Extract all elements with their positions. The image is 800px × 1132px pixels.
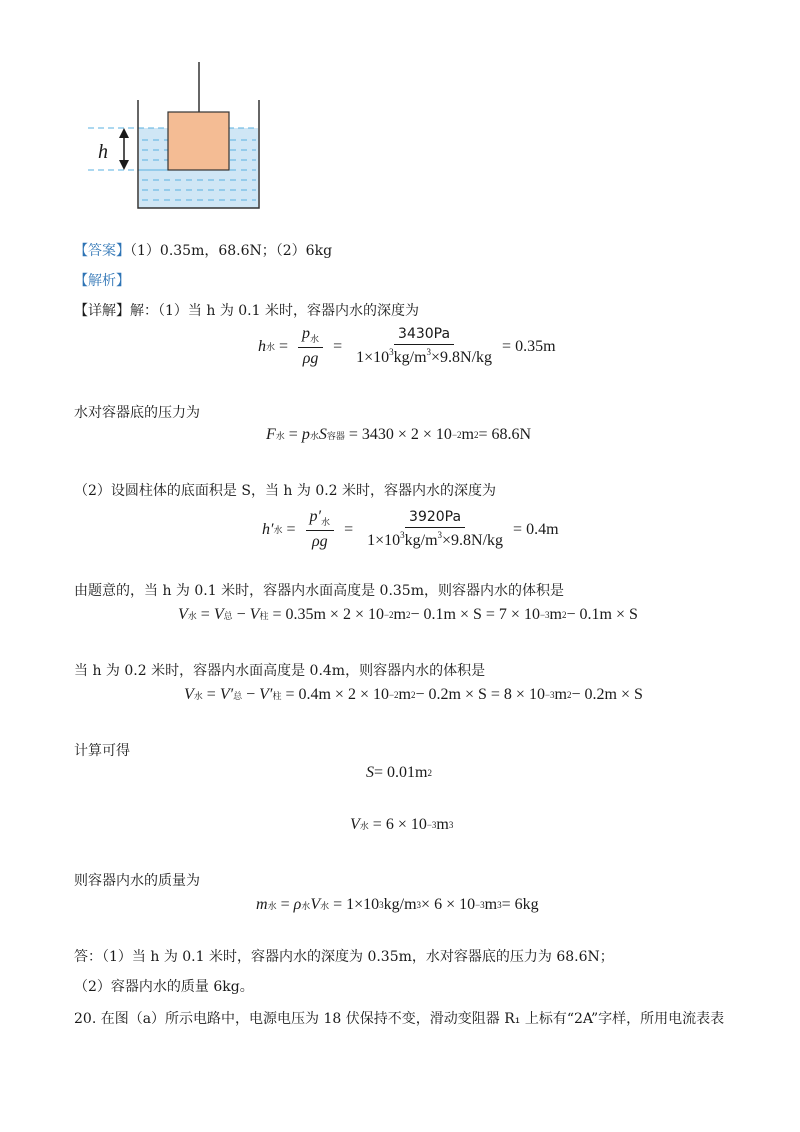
eq3-frac1-num: p′ [309,508,322,525]
eq8-rhs-c: × 6 × 10 [421,896,476,913]
eq3-den-a: 1×10 [367,532,401,549]
volume2-text: 当 h 为 0.2 米时，容器内水面高度是 0.4m，则容器内水的体积是 [74,663,486,679]
equation-volume-1: V 水 = V 总 − V 柱 = 0.35m × 2 × 10 −2 m 2 − 0.1m × S = 7 × 10 −3 m 2 − 0.1m × S [178,606,638,623]
eq7-rhs-exp: −3 [426,820,437,830]
eq5-v: V [184,686,194,703]
analysis-tag: 【解析】 [74,273,130,289]
eq7-rhs-exp2: 3 [448,820,454,830]
eq1-lhs: h [258,337,266,355]
pressure-text: 水对容器底的压力为 [74,405,200,421]
eq8-v: V [310,896,321,913]
eq3-frac1-num-sub: 水 [321,517,331,527]
eq8-rhs-exp3: −3 [475,900,485,910]
compute-text: 计算可得 [74,743,130,759]
eq4-t2: V [249,606,260,623]
eq3-lhs: h′ [262,520,274,538]
eq8-rhs-d: m [484,896,498,913]
eq1-den-a: 1×10 [356,349,390,366]
eq2-p: p [301,426,310,443]
eq3-den-exp2: 3 [437,530,443,540]
equation-force: F 水 = p 水 S 容器 = 3430 × 2 × 10 −2 m 2 = 68.6N [266,426,532,443]
eq1-frac2 [352,326,496,367]
eq3-result: = 0.4m [513,520,559,538]
eq7-rhs-b: m [436,816,449,833]
eq4-rhs-exp2: 2 [406,610,411,620]
detail-line [74,300,419,320]
eq3-den-c: ×9.8N/kg [442,532,504,549]
eq2-s-sub: 容器 [326,430,345,441]
final-answer-1: 答：（1）当 h 为 0.1 米时，容器内水的深度为 0.35m，水对容器底的压力为 68.6N； [74,949,614,965]
eq4-rhs-exp4: 2 [561,610,567,620]
eq2-rhs-b: m [461,426,474,443]
eq5-rhs-b: m [398,686,411,703]
eq8-rho-sub: 水 [301,900,311,911]
eq4-rhs-e: − 0.1m × S [566,606,638,623]
eq5-t2: V′ [259,686,273,703]
eq3-frac2-num: 3920Pa [405,509,465,528]
eq1-frac2-num: 3430Pa [394,326,454,345]
equation-depth-1: h 水 = $\frac{p_水}{\rho g}$ = $\frac{3430Pa}{1\times 10^3kg/m^3\times 9.8N/kg}$ = 0.35m [258,325,556,367]
eq2-lhs: F [266,426,276,443]
container-figure [80,60,280,220]
eq5-rhs-exp4: 2 [566,690,572,700]
eq3-lhs-sub: 水 [273,525,283,535]
eq8-v-sub: 水 [320,900,330,911]
mass-text: 则容器内水的质量为 [74,873,200,889]
eq1-result: = 0.35m [502,337,556,355]
eq4-v: V [178,606,188,623]
detail-intro: 解：（1）当 h 为 0.1 米时，容器内水的深度为 [130,303,419,319]
eq1-den-b: kg/m [393,349,427,366]
eq1-frac1-num: p [302,325,311,342]
eq2-rhs-c: = 68.6N [478,426,532,443]
eq2-lhs-sub: 水 [275,430,285,441]
eq4-rhs-b: m [393,606,406,623]
eq8-rhs-a: = 1×10 [333,896,380,913]
answer-text: （1）0.35m，68.6N；（2）6kg [130,243,333,259]
equation-mass: m 水 = ρ 水 V 水 = 1×10 3 kg/m 3 × 6 × 10 −3 m 3 = 6kg [256,896,539,913]
eq5-rhs-a: = 0.4m × 2 × 10 [285,686,389,703]
volume1-text: 由题意的，当 h 为 0.1 米时，容器内水面高度是 0.35m，则容器内水的体积是 [74,583,564,599]
equation-area: S = 0.01m 2 [366,764,432,781]
eq8-rhs-b: kg/m [383,896,417,913]
eq2-rhs-exp2: 2 [473,430,479,440]
eq8-m: m [256,896,268,913]
eq3-frac1 [306,508,335,551]
eq4-t2-sub: 柱 [259,610,269,621]
eq5-rhs-exp3: −3 [544,690,555,700]
eq4-rhs-exp3: −3 [539,610,550,620]
detail-tag: 【详解】 [74,303,130,319]
eq5-t1-sub: 总 [233,690,243,701]
arrow-head-up [119,128,129,138]
eq6-exp: 2 [427,768,432,778]
eq3-frac2 [363,509,507,550]
part2-intro: （2）设圆柱体的底面积是 S，当 h 为 0.2 米时，容器内水的深度为 [74,483,497,499]
eq1-frac1-den: ρg [302,350,319,367]
eq5-rhs-c: − 0.2m × S = 8 × 10 [415,686,545,703]
eq8-rho: ρ [293,896,302,913]
eq7-v-sub: 水 [359,820,369,831]
eq7-v: V [350,816,360,833]
equation-depth-2: h′ 水 = $\frac{p'_水}{\rho g}$ = $\frac{3920Pa}{1\times 10^3kg/m^3\times 9.8N/kg}$ = 0.4m [262,508,559,550]
equation-volume-2: V 水 = V′ 总 − V′ 柱 = 0.4m × 2 × 10 −2 m 2 − 0.2m × S = 8 × 10 −3 m 2 − 0.2m × S [184,686,643,703]
eq1-den-c: ×9.8N/kg [431,349,493,366]
question-20: 20. 在图（a）所示电路中，电源电压为 18 伏保持不变，滑动变阻器 R₁ 上标有“2A”字样，所用电流表表 [74,1011,725,1027]
eq4-rhs-d: m [549,606,562,623]
cylinder-block [168,112,229,170]
eq5-rhs-exp2: 2 [411,690,416,700]
eq1-den-exp: 3 [389,347,394,357]
eq3-den-exp: 3 [400,530,405,540]
arrow-head-down [119,160,129,170]
eq5-v-sub: 水 [193,690,203,701]
eq4-rhs-a: = 0.35m × 2 × 10 [272,606,384,623]
eq2-rhs-exp: −2 [451,430,462,440]
eq3-den-b: kg/m [404,532,438,549]
answer-line [74,240,332,260]
eq4-v-sub: 水 [187,610,197,621]
eq6-display: = 0.01m [374,764,428,781]
eq8-rhs-e: = 6kg [501,896,539,913]
eq8-rhs-exp4: 3 [497,900,502,910]
eq8-rhs-exp2: 3 [416,900,422,910]
eq2-rhs-a: = 3430 × 2 × 10 [348,426,452,443]
answer-tag: 【答案】 [74,243,130,259]
final-answer-2: （2）容器内水的质量 6kg。 [74,979,254,995]
equation-water-volume [350,816,453,834]
eq5-t2-sub: 柱 [272,690,282,701]
eq8-m-sub: 水 [267,900,277,911]
eq1-den-exp2: 3 [426,347,432,357]
eq5-rhs-exp: −2 [388,690,399,700]
eq1-frac1-num-sub: 水 [310,334,320,344]
eq2-s: S [318,426,327,443]
eq4-rhs-c: − 0.1m × S = 7 × 10 [410,606,540,623]
eq4-t1: V [213,606,224,623]
eq7-rhs-a: = 6 × 10 [372,816,427,833]
eq1-frac1 [298,325,323,368]
eq4-rhs-exp: −2 [383,610,394,620]
eq2-p-sub: 水 [309,430,319,441]
eq5-rhs-d: m [554,686,567,703]
eq1-lhs-sub: 水 [266,342,276,352]
eq5-t1: V′ [219,686,234,703]
eq3-frac1-den: ρg [311,533,328,550]
height-label: h [98,141,108,163]
eq5-rhs-e: − 0.2m × S [571,686,643,703]
eq8-rhs-exp: 3 [379,900,384,910]
eq4-t1-sub: 总 [223,610,233,621]
